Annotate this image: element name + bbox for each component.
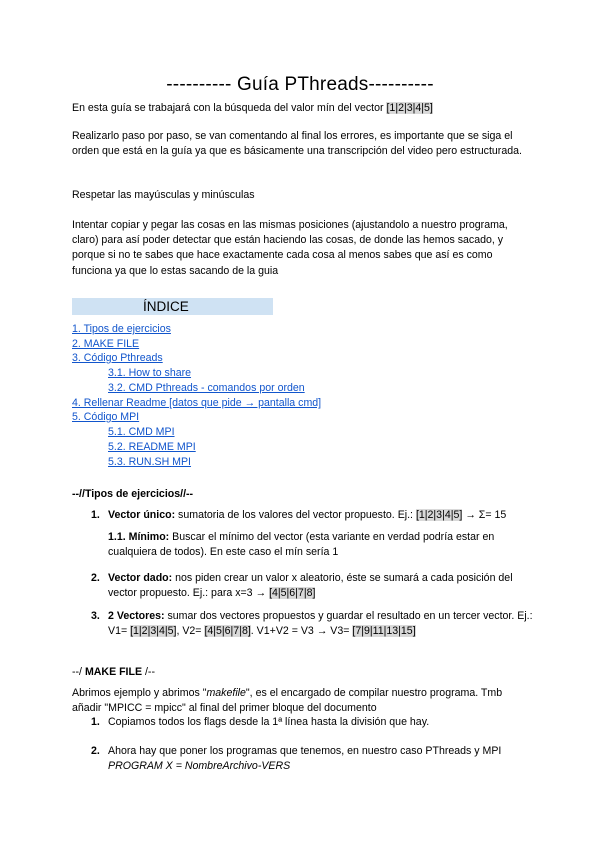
code-snippet: PROGRAM X = NombreArchivo-VERS	[108, 760, 291, 773]
toc-link-cmd-mpi[interactable]: 5.1. CMD MPI	[108, 426, 175, 438]
toc-link-readme-mpi[interactable]: 5.2. README MPI	[108, 441, 196, 453]
toc-link-tipos[interactable]: 1. Tipos de ejercicios	[72, 323, 171, 335]
list-number: 1.	[91, 716, 100, 728]
toc-link-how-to-share[interactable]: 3.1. How to share	[108, 367, 192, 379]
intro-paragraph-2: Realizarlo paso por paso, se van comentando al final los errores, es importante que se siga el orden que está en la guía ya que es básicamente una transcripción del video pero estructurada.	[72, 130, 522, 158]
intro-paragraph-3: Respetar las mayúsculas y minúsculas	[72, 189, 255, 201]
toc-link-cmd-pthreads[interactable]: 3.2. CMD Pthreads - comandos por orden	[108, 382, 305, 394]
toc-link-readme[interactable]: 4. Rellenar Readme [datos que pide → pantalla cmd]	[72, 397, 322, 409]
vector-highlight: [1|2|3|4|5]	[415, 509, 463, 521]
section-heading-makefile: --/ MAKE FILE /--	[72, 666, 155, 678]
list-item-copiar-flags: Copiamos todos los flags desde la 1ª línea hasta la división que hay.	[108, 716, 430, 728]
list-item-2-vectores: 2 Vectores: sumar dos vectores propuestos y guardar el resultado en un tercer vector. Ej.: V1= [1|2|3|4|5], V2= [4|5|6|7|8]. V1+V2 = V3 → V3= [7|9|11|13|15]	[108, 610, 533, 638]
vector-highlight: [4|5|6|7|8]	[269, 587, 316, 600]
list-number: 2.	[91, 745, 100, 757]
vector-highlight: [1|2|3|4|5]	[130, 625, 177, 638]
toc-link-runsh-mpi[interactable]: 5.3. RUN.SH MPI	[108, 456, 192, 468]
index-heading: ÍNDICE	[143, 299, 189, 314]
intro-paragraph-4: Intentar copiar y pegar las cosas en las mismas posiciones (ajustandolo a nuestro programa, claro) para así poder detectar que están haciendo las cosas, de donde las hemos sacado, y porque si no te sabes que hace exactamente cada cosa al menos sabes que así es como funciona ya que lo estas sacando de la guia	[72, 219, 508, 277]
toc-link-makefile[interactable]: 2. MAKE FILE	[72, 338, 140, 350]
makefile-paragraph: Abrimos ejemplo y abrimos "makefile", es el encargado de compilar nuestro programa. Tmb añadir "MPICC = mpicc" al final del primer bloque del documento	[72, 687, 503, 715]
vector-highlight: [1|2|3|4|5]	[386, 102, 433, 114]
toc-link-pthreads[interactable]: 3. Código Pthreads	[72, 352, 163, 364]
intro-paragraph-1: En esta guía se trabajará con la búsqueda del valor mín del vector [1|2|3|4|5]	[72, 102, 433, 114]
vector-highlight: [4|5|6|7|8]	[204, 625, 251, 638]
list-item-vector-dado: Vector dado: nos piden crear un valor x aleatorio, éste se sumará a cada posición del vector propuesto. Ej.: para x=3 → [4|5|6|7|8]	[108, 572, 513, 600]
list-number: 1.	[91, 509, 100, 521]
list-item-vector-unico: Vector único: sumatoria de los valores del vector propuesto. Ej.: [1|2|3|4|5] → Σ= 15	[108, 509, 507, 521]
list-number: 2.	[91, 572, 100, 584]
toc-link-mpi[interactable]: 5. Código MPI	[72, 411, 140, 423]
document-title: ---------- Guía PThreads----------	[166, 74, 434, 95]
section-heading-tipos: --//Tipos de ejercicios//--	[72, 488, 194, 500]
vector-highlight: [7|9|11|13|15]	[352, 625, 416, 638]
list-item-programas: Ahora hay que poner los programas que tenemos, en nuestro caso PThreads y MPI PROGRAM X = NombreArchivo-VERS	[108, 745, 502, 773]
list-item-minimo: 1.1. Mínimo: Buscar el mínimo del vector (esta variante en verdad podría estar en cualquiera de todos). En este caso el mín sería 1	[108, 531, 495, 559]
list-number: 3.	[91, 610, 100, 622]
